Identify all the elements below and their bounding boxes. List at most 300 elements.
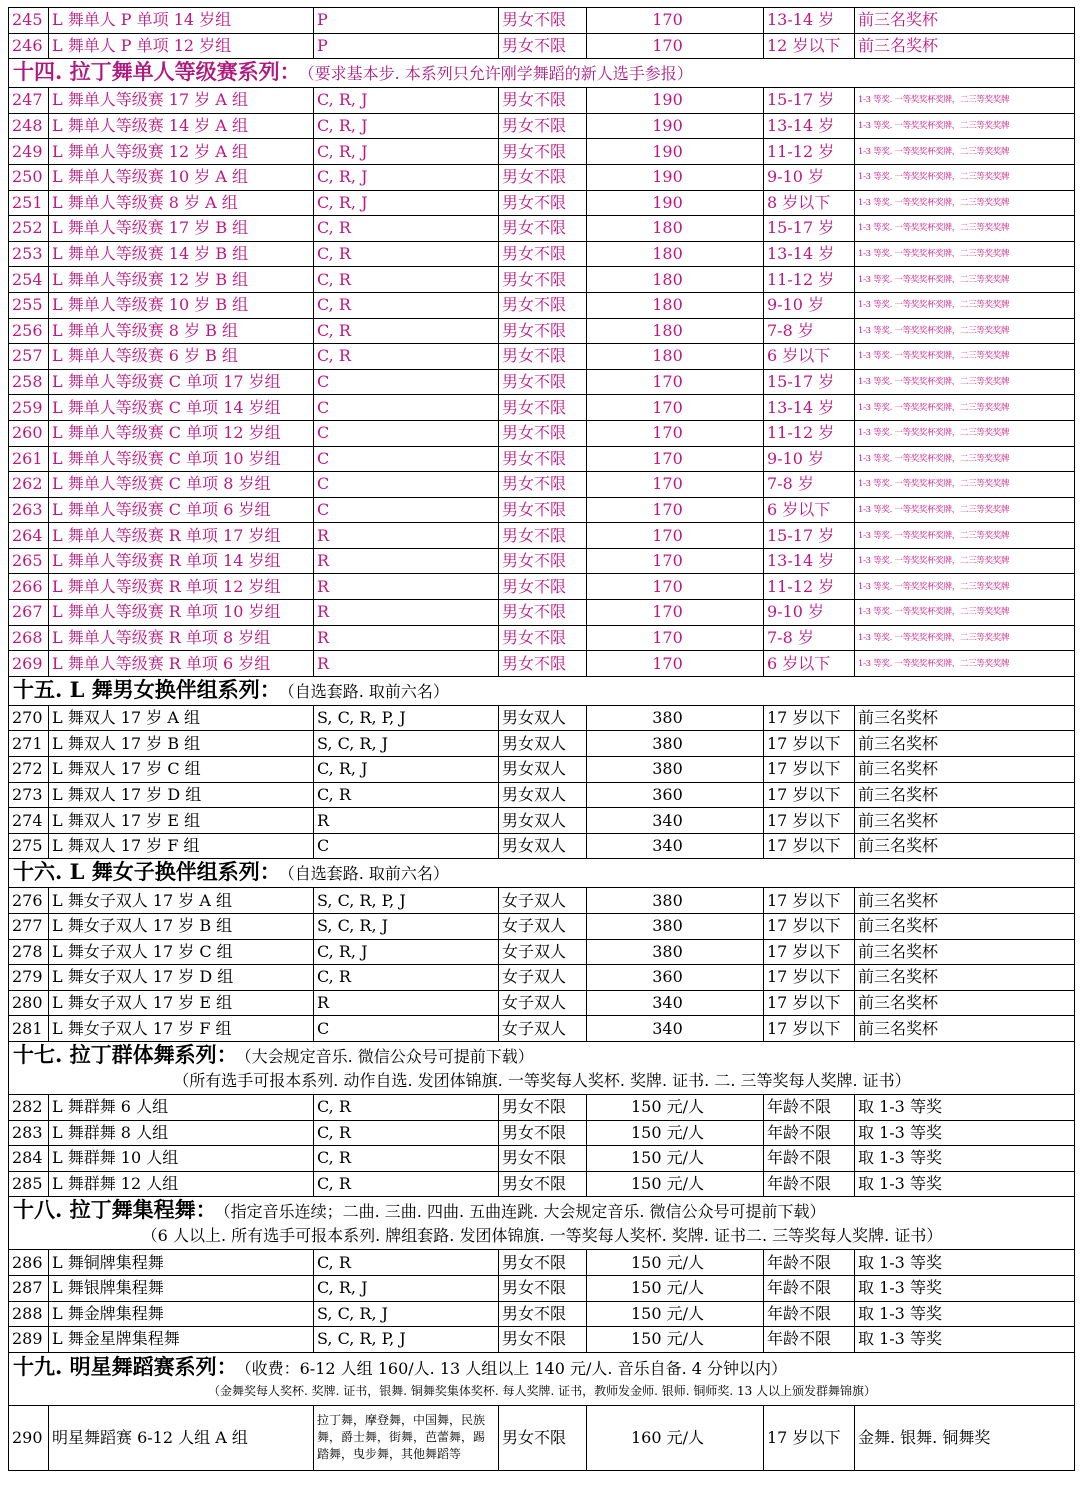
cell-no: 249 [9,139,49,165]
cell-award: 1-3 等奖. 一等奖奖杯奖牌，二三等奖奖牌 [855,267,1075,293]
cell-fee: 150 元/人 [587,1327,764,1353]
cell-fee: 170 [587,472,764,498]
cell-award: 取 1-3 等奖 [855,1094,1075,1120]
cell-gender: 男女不限 [499,1146,587,1172]
cell-award: 1-3 等奖. 一等奖奖杯奖牌，二三等奖奖牌 [855,113,1075,139]
cell-award: 前三名奖杯 [855,782,1075,808]
cell-gender: 男女不限 [499,190,587,216]
cell-dance: C, R [314,1094,499,1120]
cell-gender: 女子双人 [499,914,587,940]
table-row [9,705,1075,731]
cell-no: 273 [9,782,49,808]
cell-age: 17 岁以下 [764,914,855,940]
cell-fee: 190 [587,190,764,216]
cell-name: L 舞女子双人 17 岁 D 组 [49,965,314,991]
cell-no: 281 [9,1016,49,1042]
cell-award: 前三名奖杯 [855,731,1075,757]
cell-name: L 舞单人等级赛 R 单项 8 岁组 [49,625,314,651]
cell-age: 15-17 岁 [764,369,855,395]
cell-gender: 男女不限 [499,625,587,651]
section-header [9,59,1075,88]
cell-name: L 舞女子双人 17 岁 E 组 [49,990,314,1016]
table-row [9,808,1075,834]
section-note-line2: （所有选手可报本系列. 动作自选. 发团体锦旗. 一等奖每人奖杯. 奖牌. 证书. 二. 三等奖每人奖牌. 证书） [173,1070,911,1090]
section-title: 十七. 拉丁群体舞系列： [13,1041,238,1067]
cell-no: 277 [9,914,49,940]
cell-gender: 男女不限 [499,113,587,139]
cell-award: 前三名奖杯 [855,939,1075,965]
cell-dance: C, R, J [314,164,499,190]
cell-fee: 380 [587,939,764,965]
cell-no: 245 [9,8,49,34]
cell-age: 17 岁以下 [764,965,855,991]
cell-age: 17 岁以下 [764,939,855,965]
cell-gender: 女子双人 [499,939,587,965]
table-row [9,8,1075,34]
cell-no: 283 [9,1120,49,1146]
cell-name: L 舞单人等级赛 C 单项 14 岁组 [49,395,314,421]
cell-age: 11-12 岁 [764,139,855,165]
cell-dance: P [314,33,499,59]
table-row [9,1405,1075,1470]
table-row [9,369,1075,395]
cell-no: 278 [9,939,49,965]
cell-age: 9-10 岁 [764,446,855,472]
cell-fee: 170 [587,600,764,626]
cell-name: L 舞群舞 12 人组 [49,1171,314,1197]
cell-age: 11-12 岁 [764,574,855,600]
cell-name: L 舞金牌集程舞 [49,1301,314,1327]
cell-gender: 男女不限 [499,1327,587,1353]
cell-no: 251 [9,190,49,216]
table-row [9,241,1075,267]
cell-award: 取 1-3 等奖 [855,1120,1075,1146]
cell-age: 年龄不限 [764,1250,855,1276]
cell-name: L 舞单人等级赛 R 单项 10 岁组 [49,600,314,626]
cell-dance: C, R [314,1171,499,1197]
cell-dance: R [314,600,499,626]
section-note: （要求基本步. 本系列只允许刚学舞蹈的新人选手参报） [306,64,693,84]
cell-age: 年龄不限 [764,1120,855,1146]
table-row [9,216,1075,242]
table-row [9,113,1075,139]
cell-gender: 男女不限 [499,241,587,267]
cell-fee: 190 [587,164,764,190]
cell-fee: 180 [587,318,764,344]
cell-no: 271 [9,731,49,757]
cell-fee: 170 [587,625,764,651]
cell-gender: 男女不限 [499,574,587,600]
table-row [9,344,1075,370]
cell-award: 前三名奖杯 [855,33,1075,59]
cell-fee: 180 [587,344,764,370]
cell-fee: 380 [587,731,764,757]
cell-age: 8 岁以下 [764,190,855,216]
cell-fee: 150 元/人 [587,1094,764,1120]
cell-age: 13-14 岁 [764,548,855,574]
section-header [9,1352,1075,1405]
cell-fee: 340 [587,990,764,1016]
cell-dance: R [314,523,499,549]
table-row [9,833,1075,859]
cell-age: 9-10 岁 [764,164,855,190]
cell-award: 1-3 等奖. 一等奖奖杯奖牌，二三等奖奖牌 [855,164,1075,190]
cell-name: L 舞单人等级赛 10 岁 B 组 [49,292,314,318]
cell-fee: 180 [587,216,764,242]
cell-name: L 舞单人等级赛 6 岁 B 组 [49,344,314,370]
cell-no: 269 [9,651,49,677]
cell-no: 267 [9,600,49,626]
cell-name: L 舞群舞 6 人组 [49,1094,314,1120]
cell-award: 1-3 等奖. 一等奖奖杯奖牌，二三等奖奖牌 [855,548,1075,574]
cell-award: 1-3 等奖. 一等奖奖杯奖牌，二三等奖奖牌 [855,574,1075,600]
cell-dance: C, R [314,267,499,293]
cell-fee: 170 [587,548,764,574]
cell-gender: 男女不限 [499,164,587,190]
section-title: 十六. L 舞女子换伴组系列： [13,859,281,885]
cell-age: 17 岁以下 [764,1016,855,1042]
table-row [9,523,1075,549]
table-row [9,965,1075,991]
cell-no: 282 [9,1094,49,1120]
cell-gender: 男女不限 [499,497,587,523]
table-row [9,782,1075,808]
cell-gender: 男女不限 [499,1171,587,1197]
cell-dance: C, R, J [314,757,499,783]
cell-age: 年龄不限 [764,1301,855,1327]
cell-award: 前三名奖杯 [855,705,1075,731]
cell-award: 前三名奖杯 [855,1016,1075,1042]
cell-name: L 舞单人等级赛 R 单项 12 岁组 [49,574,314,600]
cell-dance: R [314,808,499,834]
cell-dance: S, C, R, J [314,1301,499,1327]
cell-dance: C [314,420,499,446]
table-row [9,292,1075,318]
cell-age: 6 岁以下 [764,497,855,523]
section-title: 十五. L 舞男女换伴组系列： [13,676,281,702]
cell-gender: 男女不限 [499,216,587,242]
cell-fee: 160 元/人 [587,1405,764,1470]
cell-award: 1-3 等奖. 一等奖奖杯奖牌，二三等奖奖牌 [855,88,1075,114]
table-row [9,574,1075,600]
cell-no: 268 [9,625,49,651]
section-note: （收费：6-12 人组 160/人. 13 人组以上 140 元/人. 音乐自备. 4 分钟以内） [243,1358,788,1378]
table-row [9,1146,1075,1172]
cell-gender: 男女双人 [499,731,587,757]
cell-dance: C [314,833,499,859]
section-title: 十九. 明星舞蹈赛系列： [13,1353,238,1379]
cell-award: 1-3 等奖. 一等奖奖杯奖牌，二三等奖奖牌 [855,241,1075,267]
cell-age: 9-10 岁 [764,600,855,626]
cell-age: 17 岁以下 [764,833,855,859]
cell-age: 11-12 岁 [764,267,855,293]
cell-gender: 男女不限 [499,139,587,165]
cell-name: L 舞女子双人 17 岁 C 组 [49,939,314,965]
table-row [9,190,1075,216]
section-header [9,859,1075,888]
cell-award: 1-3 等奖. 一等奖奖杯奖牌，二三等奖奖牌 [855,292,1075,318]
section-note: （大会规定音乐. 微信公众号可提前下载） [243,1046,534,1066]
cell-name: L 舞单人等级赛 8 岁 A 组 [49,190,314,216]
schedule-table [8,7,1075,1471]
section-title: 十八. 拉丁舞集程舞： [13,1197,217,1223]
cell-dance: C, R [314,1250,499,1276]
cell-fee: 170 [587,395,764,421]
cell-no: 264 [9,523,49,549]
cell-fee: 150 元/人 [587,1275,764,1301]
cell-gender: 男女不限 [499,1275,587,1301]
cell-name: L 舞单人等级赛 C 单项 10 岁组 [49,446,314,472]
cell-gender: 男女不限 [499,420,587,446]
cell-age: 17 岁以下 [764,705,855,731]
cell-fee: 150 元/人 [587,1171,764,1197]
section-note-line2: （金舞奖每人奖杯. 奖牌. 证书，银舞. 铜舞奖集体奖杯. 每人奖牌. 证书，教师发金师. 银师. 铜师奖. 13 人以上颁发群舞锦旗） [207,1383,877,1398]
cell-gender: 男女不限 [499,344,587,370]
cell-award: 1-3 等奖. 一等奖奖杯奖牌，二三等奖奖牌 [855,318,1075,344]
cell-name: L 舞双人 17 岁 E 组 [49,808,314,834]
table-row [9,1171,1075,1197]
cell-age: 13-14 岁 [764,8,855,34]
cell-dance: C, R [314,344,499,370]
cell-gender: 男女不限 [499,1120,587,1146]
section-note: （自选套路. 取前六名） [286,864,449,884]
cell-gender: 女子双人 [499,965,587,991]
table-row [9,888,1075,914]
cell-gender: 男女双人 [499,782,587,808]
cell-award: 1-3 等奖. 一等奖奖杯奖牌，二三等奖奖牌 [855,651,1075,677]
cell-age: 年龄不限 [764,1171,855,1197]
cell-age: 11-12 岁 [764,420,855,446]
cell-fee: 180 [587,267,764,293]
cell-fee: 150 元/人 [587,1146,764,1172]
cell-gender: 男女不限 [499,446,587,472]
cell-fee: 170 [587,497,764,523]
cell-dance: S, C, R, J [314,914,499,940]
cell-no: 261 [9,446,49,472]
cell-name: L 舞女子双人 17 岁 A 组 [49,888,314,914]
cell-fee: 150 元/人 [587,1120,764,1146]
cell-name: L 舞单人等级赛 10 岁 A 组 [49,164,314,190]
cell-age: 7-8 岁 [764,472,855,498]
cell-award: 1-3 等奖. 一等奖奖杯奖牌，二三等奖奖牌 [855,446,1075,472]
cell-no: 272 [9,757,49,783]
section-note-line2: （6 人以上. 所有选手可报本系列. 牌组套路. 发团体锦旗. 一等奖每人奖杯. 奖牌. 证书二. 三等奖每人奖牌. 证书） [141,1226,943,1246]
cell-age: 13-14 岁 [764,113,855,139]
cell-award: 取 1-3 等奖 [855,1327,1075,1353]
table-row [9,318,1075,344]
cell-name: L 舞单人等级赛 17 岁 B 组 [49,216,314,242]
cell-dance: S, C, R, P, J [314,888,499,914]
cell-name: L 舞女子双人 17 岁 B 组 [49,914,314,940]
cell-no: 274 [9,808,49,834]
table-row [9,1301,1075,1327]
cell-name: L 舞金星牌集程舞 [49,1327,314,1353]
cell-no: 250 [9,164,49,190]
cell-dance: C [314,1016,499,1042]
cell-award: 前三名奖杯 [855,914,1075,940]
cell-age: 13-14 岁 [764,241,855,267]
cell-name: L 舞单人等级赛 12 岁 B 组 [49,267,314,293]
cell-award: 1-3 等奖. 一等奖奖杯奖牌，二三等奖奖牌 [855,523,1075,549]
cell-dance: S, C, R, P, J [314,1327,499,1353]
cell-fee: 150 元/人 [587,1250,764,1276]
cell-no: 246 [9,33,49,59]
cell-fee: 340 [587,1016,764,1042]
cell-dance: C, R [314,241,499,267]
cell-gender: 男女不限 [499,395,587,421]
cell-age: 年龄不限 [764,1094,855,1120]
cell-age: 17 岁以下 [764,757,855,783]
section-header [9,1197,1075,1250]
cell-dance: P [314,8,499,34]
cell-no: 280 [9,990,49,1016]
cell-no: 252 [9,216,49,242]
cell-dance: C, R [314,782,499,808]
cell-award: 1-3 等奖. 一等奖奖杯奖牌，二三等奖奖牌 [855,600,1075,626]
cell-dance: C, R [314,1146,499,1172]
cell-name: L 舞双人 17 岁 F 组 [49,833,314,859]
cell-age: 6 岁以下 [764,651,855,677]
cell-fee: 380 [587,914,764,940]
cell-dance: S, C, R, P, J [314,705,499,731]
table-row [9,497,1075,523]
cell-gender: 男女双人 [499,833,587,859]
table-row [9,1327,1075,1353]
cell-gender: 女子双人 [499,888,587,914]
cell-award: 1-3 等奖. 一等奖奖杯奖牌，二三等奖奖牌 [855,625,1075,651]
section-note: （指定音乐连续；二曲. 三曲. 四曲. 五曲连跳. 大会规定音乐. 微信公众号可提前下载） [222,1202,826,1222]
cell-name: L 舞女子双人 17 岁 F 组 [49,1016,314,1042]
cell-no: 286 [9,1250,49,1276]
table-row [9,731,1075,757]
cell-dance: C [314,472,499,498]
cell-no: 287 [9,1275,49,1301]
cell-award: 1-3 等奖. 一等奖奖杯奖牌，二三等奖奖牌 [855,190,1075,216]
table-row [9,395,1075,421]
cell-age: 17 岁以下 [764,1405,855,1470]
table-row [9,1016,1075,1042]
cell-dance: C [314,395,499,421]
cell-name: L 舞单人 P 单项 12 岁组 [49,33,314,59]
cell-gender: 男女双人 [499,705,587,731]
cell-fee: 170 [587,651,764,677]
cell-award: 取 1-3 等奖 [855,1301,1075,1327]
cell-age: 12 岁以下 [764,33,855,59]
cell-fee: 170 [587,420,764,446]
table-row [9,139,1075,165]
cell-name: L 舞单人等级赛 C 单项 17 岁组 [49,369,314,395]
cell-no: 260 [9,420,49,446]
cell-gender: 男女不限 [499,88,587,114]
cell-no: 275 [9,833,49,859]
cell-age: 6 岁以下 [764,344,855,370]
cell-gender: 男女不限 [499,600,587,626]
cell-dance: C, R [314,965,499,991]
cell-fee: 170 [587,446,764,472]
table-row [9,1120,1075,1146]
cell-dance: R [314,625,499,651]
cell-gender: 男女双人 [499,808,587,834]
table-row [9,446,1075,472]
cell-fee: 190 [587,139,764,165]
cell-age: 13-14 岁 [764,395,855,421]
table-row [9,939,1075,965]
cell-gender: 男女不限 [499,267,587,293]
cell-award: 1-3 等奖. 一等奖奖杯奖牌，二三等奖奖牌 [855,216,1075,242]
cell-award: 1-3 等奖. 一等奖奖杯奖牌，二三等奖奖牌 [855,395,1075,421]
cell-no: 258 [9,369,49,395]
cell-dance: C, R [314,318,499,344]
cell-dance: R [314,548,499,574]
cell-no: 285 [9,1171,49,1197]
table-row [9,164,1075,190]
cell-dance: 拉丁舞，摩登舞，中国舞，民族舞，爵士舞，街舞，芭蕾舞，踢踏舞，曳步舞，其他舞蹈等 [314,1405,499,1470]
table-row [9,1275,1075,1301]
cell-name: L 舞双人 17 岁 A 组 [49,705,314,731]
cell-gender: 男女不限 [499,8,587,34]
cell-fee: 170 [587,369,764,395]
cell-name: L 舞单人等级赛 R 单项 14 岁组 [49,548,314,574]
cell-no: 255 [9,292,49,318]
cell-age: 15-17 岁 [764,216,855,242]
cell-name: L 舞双人 17 岁 C 组 [49,757,314,783]
cell-no: 256 [9,318,49,344]
cell-dance: C, R [314,292,499,318]
cell-age: 年龄不限 [764,1146,855,1172]
cell-age: 年龄不限 [764,1275,855,1301]
cell-award: 前三名奖杯 [855,965,1075,991]
cell-no: 288 [9,1301,49,1327]
cell-age: 7-8 岁 [764,625,855,651]
cell-no: 270 [9,705,49,731]
cell-award: 取 1-3 等奖 [855,1275,1075,1301]
cell-name: L 舞单人等级赛 C 单项 12 岁组 [49,420,314,446]
cell-fee: 170 [587,8,764,34]
cell-age: 17 岁以下 [764,888,855,914]
cell-age: 17 岁以下 [764,990,855,1016]
cell-gender: 男女不限 [499,369,587,395]
cell-award: 取 1-3 等奖 [855,1171,1075,1197]
cell-dance: R [314,990,499,1016]
cell-dance: C, R, J [314,88,499,114]
cell-gender: 男女不限 [499,33,587,59]
cell-fee: 190 [587,88,764,114]
cell-name: L 舞群舞 8 人组 [49,1120,314,1146]
cell-no: 254 [9,267,49,293]
cell-fee: 150 元/人 [587,1301,764,1327]
cell-age: 15-17 岁 [764,523,855,549]
cell-name: L 舞单人等级赛 14 岁 A 组 [49,113,314,139]
table-row [9,625,1075,651]
cell-fee: 170 [587,523,764,549]
cell-gender: 男女不限 [499,548,587,574]
cell-name: L 舞单人等级赛 C 单项 8 岁组 [49,472,314,498]
cell-dance: C, R [314,216,499,242]
table-row [9,600,1075,626]
cell-fee: 340 [587,808,764,834]
cell-gender: 男女不限 [499,292,587,318]
cell-name: L 舞群舞 10 人组 [49,1146,314,1172]
cell-dance: C [314,497,499,523]
cell-fee: 170 [587,574,764,600]
cell-name: L 舞单人等级赛 C 单项 6 岁组 [49,497,314,523]
cell-fee: 380 [587,888,764,914]
cell-fee: 340 [587,833,764,859]
cell-name: L 舞双人 17 岁 D 组 [49,782,314,808]
cell-dance: C, R, J [314,1275,499,1301]
cell-no: 276 [9,888,49,914]
cell-fee: 180 [587,241,764,267]
